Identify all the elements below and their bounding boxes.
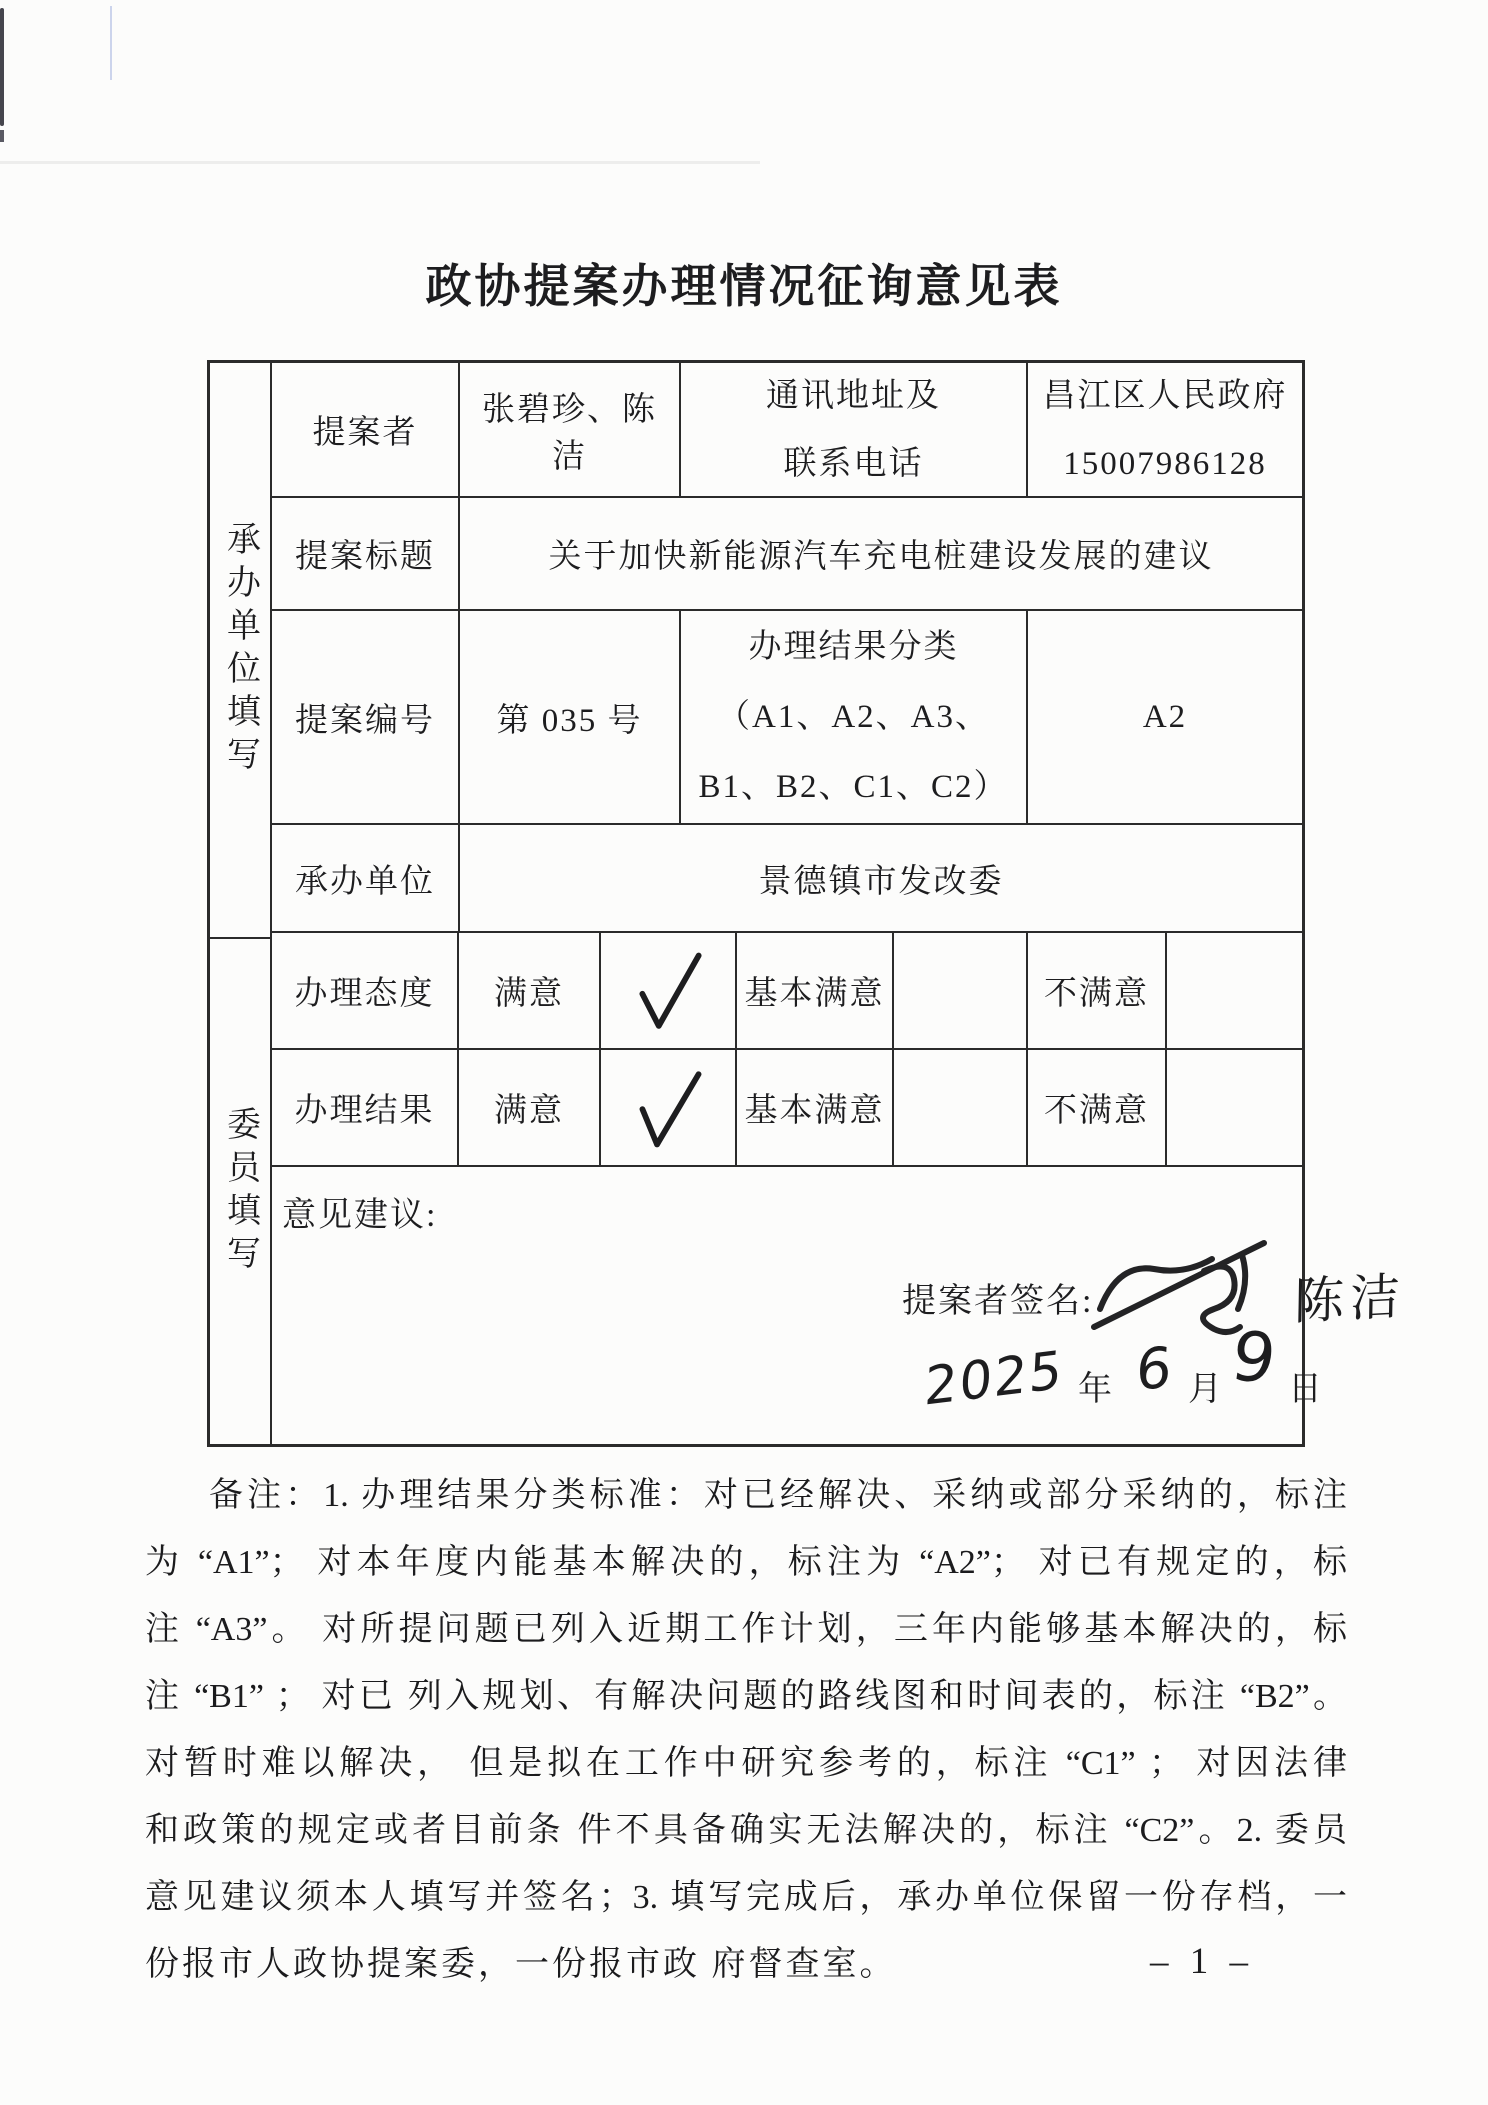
contact-value-line1: 昌江区人民政府 [1042, 377, 1288, 414]
contact-label [681, 363, 1028, 496]
scan-artifact-faint-line [0, 161, 760, 164]
result-category-label [681, 611, 1028, 823]
unit-value: 景德镇市发改委 [758, 863, 1004, 900]
table-section-column [210, 363, 272, 1444]
note-line: 备注：1. 办理结果分类标准：对已经解决、采纳或部分采纳的，标注 [209, 1477, 1347, 1514]
checkmark-icon [629, 943, 708, 1039]
date-year-handwritten: 2025 [922, 1340, 1066, 1418]
result-option-satisfied: 满意 [459, 1050, 601, 1165]
result-option-basically-satisfied: 基本满意 [737, 1050, 894, 1165]
attitude-option-satisfied: 满意 [459, 933, 601, 1048]
attitude-option-basically-satisfied: 基本满意 [737, 933, 894, 1048]
result-satisfied-checkbox [601, 1050, 737, 1165]
table-row-unit [272, 825, 1302, 933]
date-year-suffix: 年 [1078, 1371, 1113, 1408]
form-table [207, 360, 1407, 1447]
contact-value-line2: 15007986128 [1063, 445, 1267, 482]
note-line: 注 “A3”。 对所提问题已列入近期工作计划，三年内能够基本解决的，标 [145, 1611, 1347, 1648]
signature-label: 提案者签名: [902, 1283, 1094, 1320]
table-row-proposal-number [272, 611, 1302, 825]
note-line: 意见建议须本人填写并签名；3. 填写完成后，承办单位保留一份存档，一 [145, 1879, 1347, 1916]
date-month-handwritten: 6 [1134, 1335, 1176, 1404]
attitude-label: 办理态度 [272, 933, 459, 1048]
result-unsatisfied-checkbox [1167, 1050, 1302, 1165]
page-number: – 1 – [1150, 1941, 1254, 1982]
result-option-unsatisfied: 不满意 [1028, 1050, 1167, 1165]
contact-value [1028, 363, 1302, 496]
contact-label-line2: 联系电话 [783, 445, 924, 482]
table-row-opinion [272, 1167, 1407, 1444]
date-day-handwritten: 9 [1226, 1317, 1283, 1400]
signature-handwritten-names: 陈洁 [1293, 1267, 1407, 1332]
table-row-result [272, 1050, 1302, 1167]
unit-label: 承办单位 [272, 825, 460, 931]
note-line: 和政策的规定或者目前条 件不具备确实无法解决的，标注 “C2”。2. 委员 [145, 1812, 1347, 1849]
table-row-proposal-title [272, 498, 1302, 611]
section-label-member-fill: 委员填写 [221, 1105, 259, 1278]
proposer-label: 提案者 [272, 363, 460, 496]
proposal-number-label: 提案编号 [272, 611, 460, 823]
note-line: 为 “A1”； 对本年度内能基本解决的，标注为 “A2”； 对已有规定的，标 [145, 1544, 1347, 1581]
scan-artifact-left-dot [0, 130, 4, 142]
proposal-title-label: 提案标题 [272, 498, 460, 609]
date-day-suffix: 日 [1288, 1371, 1323, 1408]
date-month-suffix: 月 [1188, 1371, 1223, 1408]
proposer-value: 张碧珍、陈洁 [460, 363, 681, 496]
notes-paragraph [145, 1462, 1347, 1998]
scan-artifact-left-edge [0, 8, 4, 126]
note-line: 份报市人政协提案委，一份报市政 府督查室。 [145, 1946, 897, 1983]
contact-label-line1: 通讯地址及 [766, 377, 941, 414]
proposal-title-value: 关于加快新能源汽车充电桩建设发展的建议 [548, 539, 1214, 575]
scan-artifact-blue-line [110, 6, 112, 80]
proposal-number-value: 第 035 号 [460, 611, 681, 823]
result-category-line2: （A1、A2、A3、 [717, 699, 990, 735]
table-row-proposer [272, 363, 1302, 498]
section-label-unit-fill: 承办单位填写 [210, 363, 270, 939]
note-line: 注 “B1” ； 对已 列入规划、有解决问题的路线图和时间表的，标注 “B2”。 [145, 1678, 1347, 1715]
note-line: 对暂时难以解决， 但是拟在工作中研究参考的，标注 “C1” ； 对因法律 [145, 1745, 1347, 1782]
attitude-satisfied-checkbox [601, 933, 737, 1048]
opinion-label: 意见建议: [282, 1197, 438, 1234]
attitude-basically-satisfied-checkbox [894, 933, 1028, 1048]
result-basically-satisfied-checkbox [894, 1050, 1028, 1165]
attitude-option-unsatisfied: 不满意 [1028, 933, 1167, 1048]
table-row-attitude [272, 933, 1302, 1050]
opinion-cell [272, 1167, 1407, 1444]
attitude-unsatisfied-checkbox [1167, 933, 1302, 1048]
result-label: 办理结果 [272, 1050, 459, 1165]
page-title: 政协提案办理情况征询意见表 [425, 261, 1063, 312]
result-category-line3: B1、B2、C1、C2） [698, 769, 1009, 805]
result-category-line1: 办理结果分类 [748, 629, 959, 665]
result-category-value: A2 [1142, 698, 1188, 735]
table-rows [272, 363, 1407, 1444]
checkmark-icon [629, 1060, 708, 1156]
